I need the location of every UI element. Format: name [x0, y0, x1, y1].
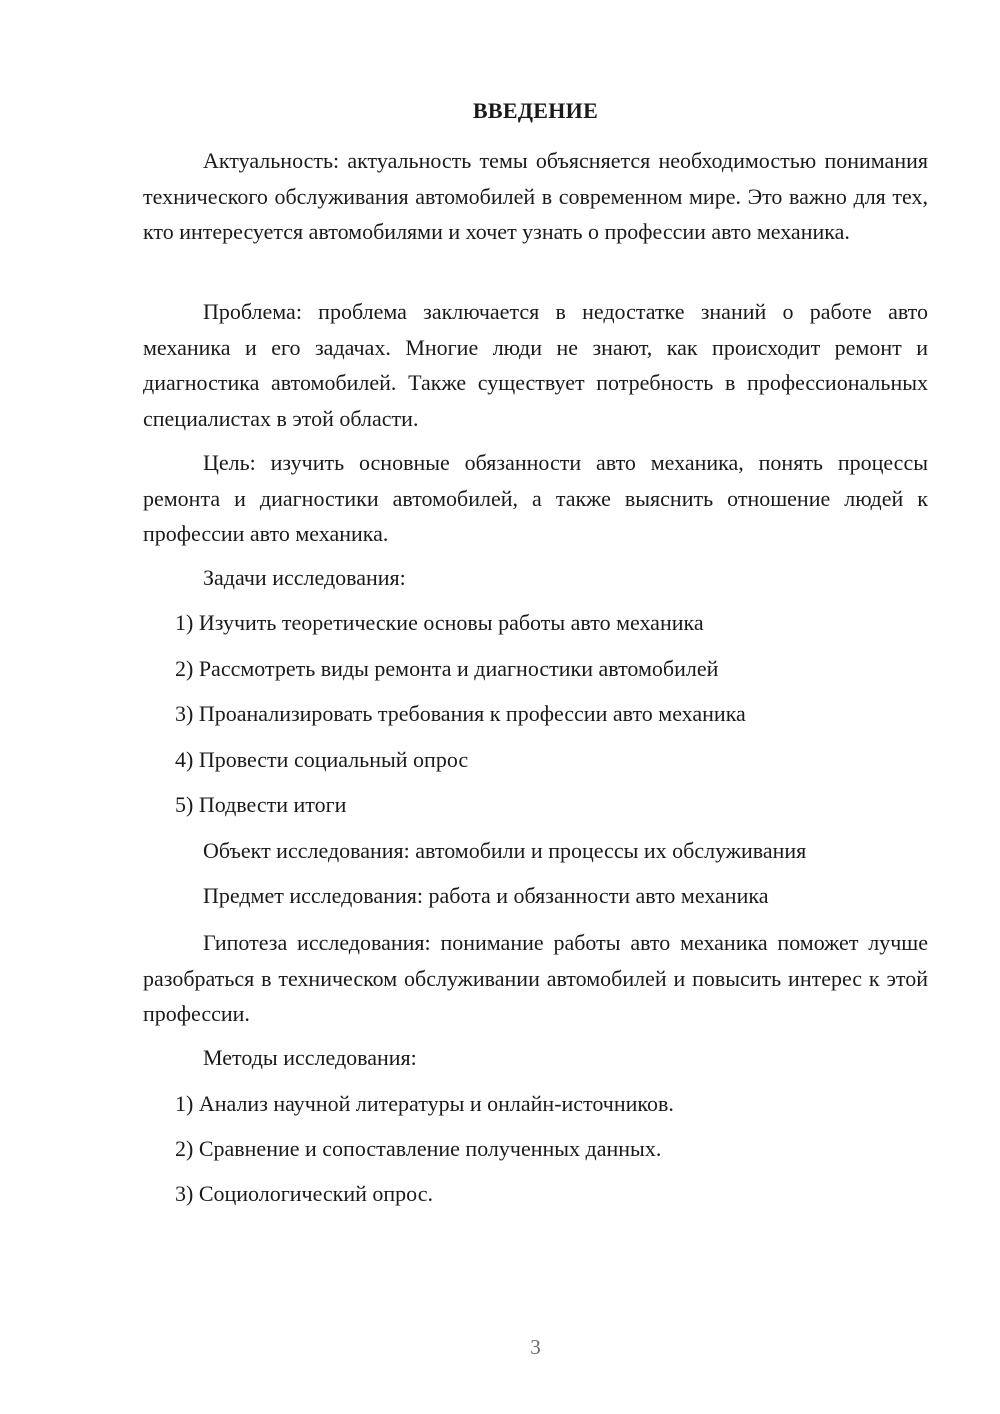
- section-title: ВВЕДЕНИЕ: [472, 98, 599, 123]
- method-item: 1) Анализ научной литературы и онлайн-источников.: [175, 1091, 674, 1116]
- method-item: 2) Сравнение и сопоставление полученных данных.: [175, 1136, 662, 1161]
- methods-label: Методы исследования:: [203, 1045, 417, 1070]
- task-item: 5) Подвести итоги: [175, 792, 347, 817]
- task-item: 4) Провести социальный опрос: [175, 747, 469, 772]
- method-item: 3) Социологический опрос.: [175, 1181, 433, 1206]
- research-object: Объект исследования: автомобили и процессы их обслуживания: [203, 838, 807, 863]
- document-page: [143, 0, 928, 1414]
- paragraph-goal: Цель: изучить основные обязанности авто механика, понять процессы ремонта и диагностики автомобилей, а также выяснить отношение людей к профессии авто механика.: [143, 450, 928, 546]
- task-item: 2) Рассмотреть виды ремонта и диагностики автомобилей: [175, 656, 719, 681]
- tasks-label: Задачи исследования:: [203, 565, 406, 590]
- paragraph-relevance: Актуальность: актуальность темы объясняется необходимостью понимания технического обслуживания автомобилей в современном мире. Это важно для тех, кто интересуется автомобилями и хочет узнать о профессии авто механика.: [143, 148, 928, 244]
- paragraph-problem: Проблема: проблема заключается в недостатке знаний о работе авто механика и его задачах. Многие люди не знают, как происходит ремонт и диагностика автомобилей. Также существует потребность в профессиональных специалистах в этой области.: [143, 299, 928, 431]
- page-number: 3: [530, 1335, 541, 1359]
- paragraph-hypothesis: Гипотеза исследования: понимание работы авто механика поможет лучше разобраться в техническом обслуживании автомобилей и повысить интерес к этой профессии.: [143, 930, 928, 1026]
- task-item: 3) Проанализировать требования к профессии авто механика: [175, 701, 746, 726]
- research-subject: Предмет исследования: работа и обязанности авто механика: [203, 883, 769, 908]
- task-item: 1) Изучить теоретические основы работы авто механика: [175, 610, 704, 635]
